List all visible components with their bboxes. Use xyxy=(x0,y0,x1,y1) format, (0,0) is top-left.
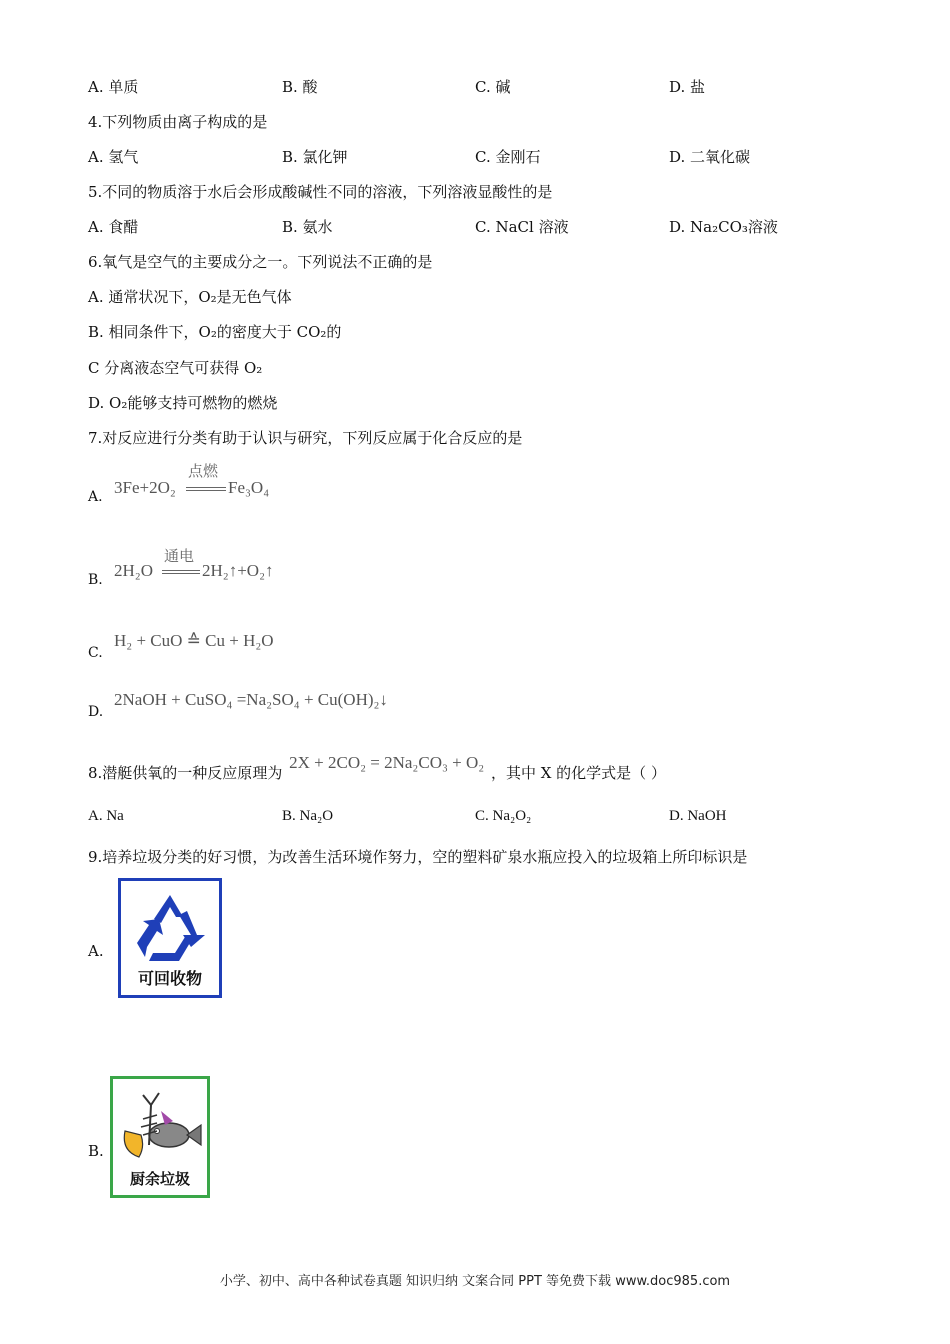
q8-stem-post: ，其中 X 的化学式是（ ） xyxy=(490,764,666,782)
q6-option-c: C 分离液态空气可获得 O₂ xyxy=(88,359,263,377)
q6-stem: 6.氧气是空气的主要成分之一。下列说法不正确的是 xyxy=(88,253,433,271)
q3-option-d: D. 盐 xyxy=(669,78,706,96)
q7-cond-a: 点燃 xyxy=(188,462,219,480)
q6-option-d: D. O₂能够支持可燃物的燃烧 xyxy=(88,394,278,412)
q8-option-b: B. Na₂O xyxy=(282,808,334,824)
q9-label-a: A. xyxy=(88,942,104,960)
q5-option-c: C. NaCl 溶液 xyxy=(475,218,569,236)
q4-option-b: B. 氯化钾 xyxy=(282,148,348,166)
q5-option-b: B. 氨水 xyxy=(282,218,333,236)
page-footer: 小学、初中、高中各种试卷真题 知识归纳 文案合同 PPT 等免费下载 www.doc985.com xyxy=(219,1274,731,1289)
q4-option-d: D. 二氧化碳 xyxy=(669,148,751,166)
q7-eq-b-left: 2H₂O xyxy=(114,561,153,580)
q7-label-b: B. xyxy=(88,572,103,588)
food-waste-icon xyxy=(113,1085,207,1169)
q7-eq-c: H₂ + CuO ≙ Cu + H₂O xyxy=(114,631,274,650)
q8-stem-pre: 8.潜艇供氧的一种反应原理为 xyxy=(88,764,283,782)
q3-option-b: B. 酸 xyxy=(282,78,318,96)
q7-stem: 7.对反应进行分类有助于认识与研究，下列反应属于化合反应的是 xyxy=(88,429,523,447)
q5-option-a: A. 食醋 xyxy=(88,218,139,236)
q4-option-a: A. 氢气 xyxy=(88,148,139,166)
kitchen-waste-sign-label: 厨余垃圾 xyxy=(129,1170,190,1188)
q8-option-a: A. Na xyxy=(88,808,124,824)
q7-eq-a-right: Fe₃O₄ xyxy=(228,478,270,497)
q8-stem xyxy=(88,753,666,783)
q3-option-c: C. 碱 xyxy=(475,78,511,96)
q5-options xyxy=(0,216,950,238)
q8-options xyxy=(0,808,950,830)
q9-stem: 9.培养垃圾分类的好习惯，为改善生活环境作努力，空的塑料矿泉水瓶应投入的垃圾箱上所印标识是 xyxy=(88,848,748,866)
q8-option-d: D. NaOH xyxy=(669,808,727,824)
q3-option-a: A. 单质 xyxy=(88,78,139,96)
q7-eq-a-sign xyxy=(186,487,226,491)
q7-label-a: A. xyxy=(88,489,103,505)
q9-label-b: B. xyxy=(88,1142,104,1160)
q7-eq-a-left: 3Fe+2O₂ xyxy=(114,478,176,497)
q7-label-c: C. xyxy=(88,645,103,661)
q7-cond-b: 通电 xyxy=(164,547,195,565)
q6-option-a: A. 通常状况下，O₂是无色气体 xyxy=(88,288,292,306)
recyclable-sign-label: 可回收物 xyxy=(137,969,202,988)
q4-option-c: C. 金刚石 xyxy=(475,148,541,166)
recyclable-sign xyxy=(118,878,222,998)
kitchen-waste-sign xyxy=(110,1076,210,1198)
q8-equation: 2X + 2CO₂ = 2Na₂CO₃ + O₂ xyxy=(289,753,485,772)
q4-stem: 4.下列物质由离子构成的是 xyxy=(88,113,268,131)
q6-option-b: B. 相同条件下，O₂的密度大于 CO₂的 xyxy=(88,323,342,341)
q8-option-c: C. Na₂O₂ xyxy=(475,808,532,824)
q4-options xyxy=(0,146,950,168)
q5-stem: 5.不同的物质溶于水后会形成酸碱性不同的溶液，下列溶液显酸性的是 xyxy=(88,183,553,201)
q5-option-d: D. Na₂CO₃溶液 xyxy=(669,218,778,236)
q7-eq-d: 2NaOH + CuSO₄ =Na₂SO₄ + Cu(OH)₂↓ xyxy=(114,690,388,709)
q3-options xyxy=(0,76,950,98)
q7-eq-b-sign xyxy=(162,570,200,574)
q7-label-d: D. xyxy=(88,704,104,720)
recycle-icon xyxy=(121,885,219,975)
q7-eq-b-right: 2H₂↑+O₂↑ xyxy=(202,561,274,580)
